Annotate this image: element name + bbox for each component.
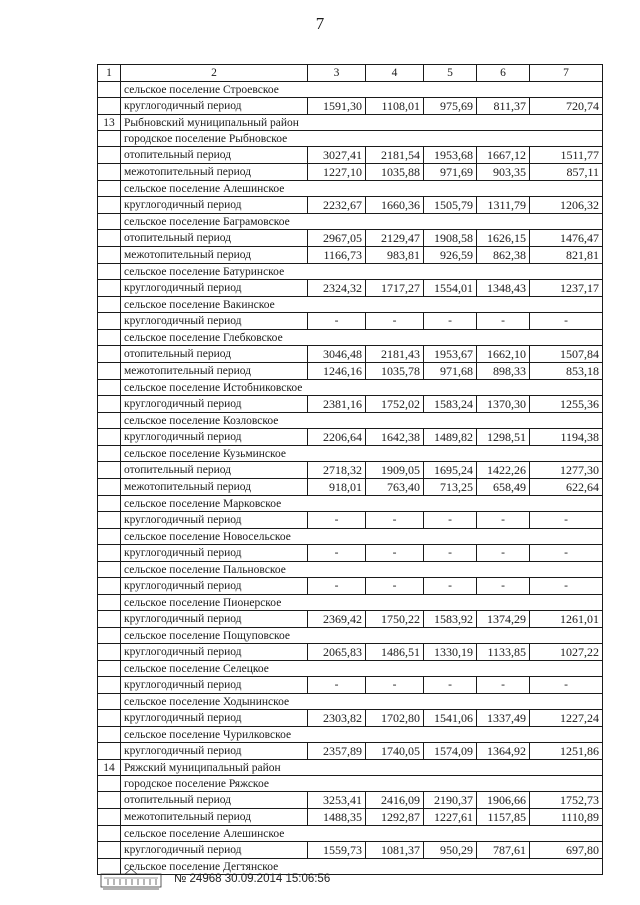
value-cell: 1370,30 [477, 396, 530, 413]
value-cell: 1908,58 [424, 230, 477, 247]
table-row [98, 280, 603, 297]
row-number-cell [98, 280, 121, 297]
row-label-cell: сельское поселение Алешинское [121, 181, 603, 197]
value-cell: 1660,36 [366, 197, 424, 214]
row-number-cell [98, 545, 121, 562]
table-row [98, 363, 603, 380]
row-label-cell: сельское поселение Пионерское [121, 595, 603, 611]
tariff-table-container [97, 64, 603, 875]
table-row [98, 644, 603, 661]
table-row [98, 792, 603, 809]
row-number-cell [98, 595, 121, 611]
row-label-cell: городское поселение Рыбновское [121, 131, 603, 147]
row-label-cell: круглогодичный период [121, 197, 308, 214]
row-label-cell: сельское поселение Баграмовское [121, 214, 603, 230]
row-label-cell: круглогодичный период [121, 677, 308, 694]
table-row [98, 181, 603, 197]
row-label-cell: круглогодичный период [121, 280, 308, 297]
row-number-cell [98, 197, 121, 214]
value-cell: - [530, 677, 603, 694]
value-cell: 1642,38 [366, 429, 424, 446]
value-cell: - [424, 677, 477, 694]
row-number-cell [98, 776, 121, 792]
row-number-cell [98, 496, 121, 512]
value-cell: 1906,66 [477, 792, 530, 809]
row-label-cell: городское поселение Ряжское [121, 776, 603, 792]
row-label-cell: круглогодичный период [121, 545, 308, 562]
value-cell: 720,74 [530, 98, 603, 115]
value-cell: - [477, 677, 530, 694]
row-number-cell [98, 147, 121, 164]
value-cell: 1330,19 [424, 644, 477, 661]
value-cell: - [477, 313, 530, 330]
value-cell: 2190,37 [424, 792, 477, 809]
row-number-cell [98, 98, 121, 115]
table-row [98, 776, 603, 792]
row-number-cell [98, 694, 121, 710]
value-cell: 1292,87 [366, 809, 424, 826]
row-number-cell [98, 363, 121, 380]
value-cell: - [477, 545, 530, 562]
value-cell: - [530, 545, 603, 562]
value-cell: 1133,85 [477, 644, 530, 661]
table-row [98, 595, 603, 611]
header-cell: 3 [308, 65, 366, 82]
value-cell: 1277,30 [530, 462, 603, 479]
value-cell: 2181,43 [366, 346, 424, 363]
table-row [98, 115, 603, 131]
value-cell: 1108,01 [366, 98, 424, 115]
value-cell: 1752,73 [530, 792, 603, 809]
value-cell: 1251,86 [530, 743, 603, 760]
registry-stamp-icon [100, 868, 162, 890]
row-number-cell: 13 [98, 115, 121, 131]
row-label-cell: сельское поселение Кузьминское [121, 446, 603, 462]
row-number-cell [98, 826, 121, 842]
header-cell: 2 [121, 65, 308, 82]
row-number-cell [98, 82, 121, 98]
table-row [98, 396, 603, 413]
tariff-table [97, 64, 603, 875]
value-cell: 1702,80 [366, 710, 424, 727]
table-row [98, 346, 603, 363]
row-number-cell [98, 611, 121, 628]
value-cell: 3253,41 [308, 792, 366, 809]
row-label-cell: отопительный период [121, 346, 308, 363]
row-number-cell [98, 380, 121, 396]
value-cell: 1488,35 [308, 809, 366, 826]
value-cell: 2357,89 [308, 743, 366, 760]
value-cell: 2369,42 [308, 611, 366, 628]
row-number-cell [98, 247, 121, 264]
table-row [98, 611, 603, 628]
value-cell: 1750,22 [366, 611, 424, 628]
row-number-cell [98, 429, 121, 446]
value-cell: 1298,51 [477, 429, 530, 446]
header-cell: 4 [366, 65, 424, 82]
table-row [98, 214, 603, 230]
row-label-cell: круглогодичный период [121, 313, 308, 330]
table-row [98, 677, 603, 694]
row-label-cell: сельское поселение Алешинское [121, 826, 603, 842]
value-cell: 2181,54 [366, 147, 424, 164]
value-cell: - [477, 512, 530, 529]
value-cell: 975,69 [424, 98, 477, 115]
row-label-cell: круглогодичный период [121, 743, 308, 760]
value-cell: 1583,24 [424, 396, 477, 413]
value-cell: 1667,12 [477, 147, 530, 164]
table-row [98, 313, 603, 330]
value-cell: 983,81 [366, 247, 424, 264]
value-cell: - [366, 512, 424, 529]
value-cell: 1035,78 [366, 363, 424, 380]
row-label-cell: сельское поселение Вакинское [121, 297, 603, 313]
row-label-cell: круглогодичный период [121, 396, 308, 413]
row-label-cell: отопительный период [121, 147, 308, 164]
table-row [98, 661, 603, 677]
value-cell: 1348,43 [477, 280, 530, 297]
row-label-cell: сельское поселение Новосельское [121, 529, 603, 545]
row-number-cell [98, 396, 121, 413]
row-number-cell [98, 230, 121, 247]
value-cell: 1246,16 [308, 363, 366, 380]
table-row [98, 529, 603, 545]
value-cell: 1541,06 [424, 710, 477, 727]
row-label-cell: Ряжский муниципальный район [121, 760, 603, 776]
header-cell: 7 [530, 65, 603, 82]
row-label-cell: сельское поселение Селецкое [121, 661, 603, 677]
row-label-cell: отопительный период [121, 792, 308, 809]
table-row [98, 446, 603, 462]
value-cell: 1157,85 [477, 809, 530, 826]
table-row [98, 264, 603, 280]
row-number-cell [98, 677, 121, 694]
value-cell: 971,69 [424, 164, 477, 181]
value-cell: 2718,32 [308, 462, 366, 479]
value-cell: 622,64 [530, 479, 603, 496]
row-number-cell [98, 512, 121, 529]
row-label-cell: круглогодичный период [121, 98, 308, 115]
row-number-cell [98, 214, 121, 230]
table-row [98, 727, 603, 743]
value-cell: 1740,05 [366, 743, 424, 760]
value-cell: - [424, 545, 477, 562]
row-label-cell: сельское поселение Марковское [121, 496, 603, 512]
value-cell: - [477, 578, 530, 595]
table-row [98, 809, 603, 826]
value-cell: 787,61 [477, 842, 530, 859]
value-cell: - [424, 313, 477, 330]
row-label-cell: сельское поселение Строевское [121, 82, 603, 98]
header-row [98, 65, 603, 82]
header-cell: 6 [477, 65, 530, 82]
row-label-cell: сельское поселение Чурилковское [121, 727, 603, 743]
value-cell: 1227,10 [308, 164, 366, 181]
value-cell: 1374,29 [477, 611, 530, 628]
table-row [98, 413, 603, 429]
value-cell: 2232,67 [308, 197, 366, 214]
table-row [98, 562, 603, 578]
table-row [98, 164, 603, 181]
value-cell: 1311,79 [477, 197, 530, 214]
value-cell: 1511,77 [530, 147, 603, 164]
row-number-cell [98, 644, 121, 661]
value-cell: 1489,82 [424, 429, 477, 446]
row-label-cell: сельское поселение Истобниковское [121, 380, 603, 396]
row-number-cell [98, 297, 121, 313]
row-label-cell: межотопительный период [121, 247, 308, 264]
table-row [98, 197, 603, 214]
table-row [98, 82, 603, 98]
value-cell: 1559,73 [308, 842, 366, 859]
value-cell: 1554,01 [424, 280, 477, 297]
value-cell: 763,40 [366, 479, 424, 496]
value-cell: 697,80 [530, 842, 603, 859]
table-row [98, 297, 603, 313]
row-number-cell [98, 346, 121, 363]
row-label-cell: круглогодичный период [121, 512, 308, 529]
row-number-cell [98, 413, 121, 429]
value-cell: 1194,38 [530, 429, 603, 446]
value-cell: 1166,73 [308, 247, 366, 264]
table-row [98, 545, 603, 562]
table-row [98, 380, 603, 396]
row-number-cell [98, 131, 121, 147]
row-label-cell: сельское поселение Пальновское [121, 562, 603, 578]
value-cell: 1110,89 [530, 809, 603, 826]
row-label-cell: межотопительный период [121, 809, 308, 826]
table-row [98, 578, 603, 595]
table-row [98, 826, 603, 842]
table-row [98, 462, 603, 479]
value-cell: 1953,67 [424, 346, 477, 363]
value-cell: - [366, 677, 424, 694]
value-cell: 1422,26 [477, 462, 530, 479]
value-cell: 1227,61 [424, 809, 477, 826]
value-cell: 2967,05 [308, 230, 366, 247]
row-label-cell: отопительный период [121, 462, 308, 479]
value-cell: 1237,17 [530, 280, 603, 297]
value-cell: - [366, 578, 424, 595]
row-label-cell: сельское поселение Дегтянское [121, 859, 603, 875]
row-number-cell [98, 330, 121, 346]
value-cell: 2416,09 [366, 792, 424, 809]
row-number-cell [98, 181, 121, 197]
value-cell: 950,29 [424, 842, 477, 859]
value-cell: 1953,68 [424, 147, 477, 164]
value-cell: 2303,82 [308, 710, 366, 727]
row-label-cell: сельское поселение Пощуповское [121, 628, 603, 644]
row-label-cell: межотопительный период [121, 363, 308, 380]
value-cell: - [530, 578, 603, 595]
value-cell: 658,49 [477, 479, 530, 496]
value-cell: 3046,48 [308, 346, 366, 363]
row-label-cell: круглогодичный период [121, 611, 308, 628]
value-cell: - [308, 313, 366, 330]
value-cell: 2381,16 [308, 396, 366, 413]
table-row [98, 429, 603, 446]
table-row [98, 496, 603, 512]
value-cell: 1255,36 [530, 396, 603, 413]
value-cell: 811,37 [477, 98, 530, 115]
row-number-cell [98, 462, 121, 479]
value-cell: 1717,27 [366, 280, 424, 297]
row-label-cell: круглогодичный период [121, 644, 308, 661]
row-label-cell: круглогодичный период [121, 578, 308, 595]
value-cell: - [530, 313, 603, 330]
row-number-cell [98, 446, 121, 462]
row-number-cell [98, 792, 121, 809]
row-number-cell [98, 710, 121, 727]
value-cell: 1662,10 [477, 346, 530, 363]
table-row [98, 131, 603, 147]
row-number-cell [98, 164, 121, 181]
value-cell: - [308, 677, 366, 694]
table-row [98, 147, 603, 164]
value-cell: - [308, 545, 366, 562]
header-cell: 5 [424, 65, 477, 82]
value-cell: 1626,15 [477, 230, 530, 247]
value-cell: 1227,24 [530, 710, 603, 727]
value-cell: - [308, 512, 366, 529]
value-cell: 1486,51 [366, 644, 424, 661]
table-row [98, 694, 603, 710]
value-cell: 1337,49 [477, 710, 530, 727]
row-number-cell [98, 264, 121, 280]
value-cell: - [308, 578, 366, 595]
value-cell: 1364,92 [477, 743, 530, 760]
row-number-cell [98, 628, 121, 644]
row-label-cell: отопительный период [121, 230, 308, 247]
table-row [98, 479, 603, 496]
value-cell: 926,59 [424, 247, 477, 264]
row-number-cell [98, 842, 121, 859]
value-cell: 1583,92 [424, 611, 477, 628]
value-cell: 713,25 [424, 479, 477, 496]
row-number-cell [98, 578, 121, 595]
value-cell: 2129,47 [366, 230, 424, 247]
value-cell: - [530, 512, 603, 529]
value-cell: 1035,88 [366, 164, 424, 181]
value-cell: 971,68 [424, 363, 477, 380]
row-number-cell [98, 313, 121, 330]
header-cell: 1 [98, 65, 121, 82]
value-cell: 3027,41 [308, 147, 366, 164]
table-row [98, 247, 603, 264]
value-cell: - [366, 313, 424, 330]
table-row [98, 628, 603, 644]
row-number-cell [98, 809, 121, 826]
value-cell: - [366, 545, 424, 562]
table-row [98, 760, 603, 776]
table-row [98, 710, 603, 727]
value-cell: 1909,05 [366, 462, 424, 479]
value-cell: 1505,79 [424, 197, 477, 214]
row-label-cell: круглогодичный период [121, 710, 308, 727]
table-row [98, 98, 603, 115]
value-cell: - [424, 512, 477, 529]
value-cell: 1695,24 [424, 462, 477, 479]
table-row [98, 743, 603, 760]
row-label-cell: сельское поселение Глебковское [121, 330, 603, 346]
row-label-cell: Рыбновский муниципальный район [121, 115, 603, 131]
row-label-cell: межотопительный период [121, 479, 308, 496]
document-footer [100, 868, 520, 892]
value-cell: 903,35 [477, 164, 530, 181]
value-cell: 1206,32 [530, 197, 603, 214]
row-number-cell: 14 [98, 760, 121, 776]
value-cell: 918,01 [308, 479, 366, 496]
registration-number: № 24968 30.09.2014 15:06:56 [174, 873, 331, 885]
row-label-cell: межотопительный период [121, 164, 308, 181]
value-cell: 1574,09 [424, 743, 477, 760]
row-label-cell: круглогодичный период [121, 429, 308, 446]
value-cell: 853,18 [530, 363, 603, 380]
table-row [98, 842, 603, 859]
table-row [98, 330, 603, 346]
value-cell: - [424, 578, 477, 595]
value-cell: 821,81 [530, 247, 603, 264]
row-number-cell [98, 743, 121, 760]
value-cell: 1591,30 [308, 98, 366, 115]
table-body [98, 82, 603, 875]
row-number-cell [98, 529, 121, 545]
value-cell: 1081,37 [366, 842, 424, 859]
row-number-cell [98, 661, 121, 677]
value-cell: 2065,83 [308, 644, 366, 661]
table-row [98, 230, 603, 247]
row-label-cell: круглогодичный период [121, 842, 308, 859]
row-label-cell: сельское поселение Козловское [121, 413, 603, 429]
row-label-cell: сельское поселение Ходынинское [121, 694, 603, 710]
row-number-cell [98, 562, 121, 578]
value-cell: 1261,01 [530, 611, 603, 628]
value-cell: 898,33 [477, 363, 530, 380]
row-label-cell: сельское поселение Батуринское [121, 264, 603, 280]
row-number-cell [98, 727, 121, 743]
value-cell: 1027,22 [530, 644, 603, 661]
value-cell: 862,38 [477, 247, 530, 264]
page-number: 7 [315, 14, 325, 33]
value-cell: 1752,02 [366, 396, 424, 413]
value-cell: 1476,47 [530, 230, 603, 247]
table-row [98, 512, 603, 529]
value-cell: 2324,32 [308, 280, 366, 297]
value-cell: 857,11 [530, 164, 603, 181]
value-cell: 2206,64 [308, 429, 366, 446]
row-number-cell [98, 479, 121, 496]
value-cell: 1507,84 [530, 346, 603, 363]
